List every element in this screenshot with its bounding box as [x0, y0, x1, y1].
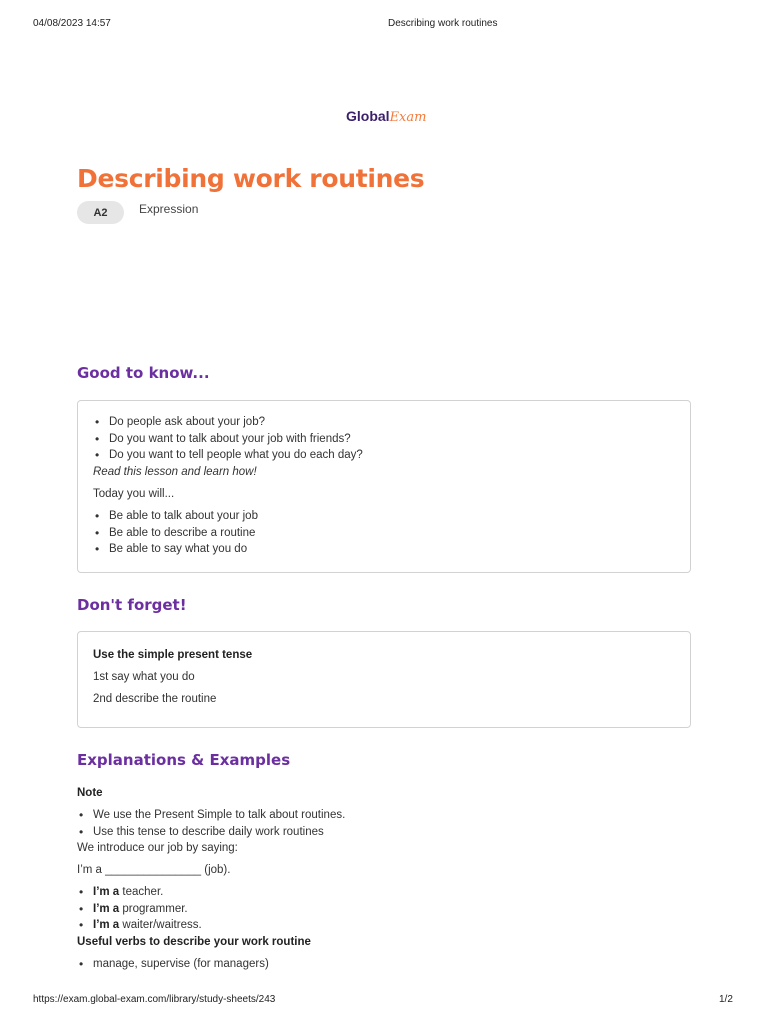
note-label: Note: [77, 787, 103, 799]
global-exam-logo[interactable]: [346, 108, 426, 125]
note-list: [77, 807, 345, 840]
list-item: • We use the Present Simple to talk about routines.: [77, 807, 345, 824]
list-item: • Be able to talk about your job: [93, 508, 258, 525]
read-lesson-line: Read this lesson and learn how!: [93, 466, 257, 478]
intro-line: We introduce our job by saying:: [77, 842, 238, 854]
step-two-text: 2nd describe the routine: [93, 693, 217, 705]
logo-text-exam: Exam: [389, 110, 427, 125]
verbs-heading: Useful verbs to describe your work routine: [77, 936, 311, 948]
example-list: [77, 884, 202, 934]
list-item: • Do you want to talk about your job with friends?: [93, 431, 363, 448]
job-pattern: I’m a _______________ (job).: [77, 864, 231, 876]
level-badge: A2: [77, 201, 124, 224]
list-item: [77, 901, 202, 918]
example-rest: programmer.: [119, 902, 188, 915]
print-doc-title: Describing work routines: [388, 18, 498, 29]
list-item: • Do you want to tell people what you do each day?: [93, 447, 363, 464]
print-datetime: 04/08/2023 14:57: [33, 18, 111, 29]
page-title: Describing work routines: [77, 164, 425, 193]
example-bold: I’m a: [93, 886, 120, 898]
logo-text-global: Global: [346, 108, 390, 124]
list-item: • Do people ask about your job?: [93, 414, 363, 431]
good-to-know-heading: Good to know...: [77, 364, 210, 382]
example-rest: waiter/waitress.: [119, 919, 202, 931]
good-to-know-box: [77, 400, 691, 573]
list-item: • manage, supervise (for managers): [77, 956, 269, 973]
list-item: [77, 884, 202, 901]
print-url[interactable]: https://exam.global-exam.com/library/study-sheets/243: [33, 994, 276, 1005]
example-bold: I’m a: [93, 902, 120, 915]
page-count: 1/2: [719, 994, 733, 1005]
list-item: • Be able to describe a routine: [93, 525, 258, 542]
dont-forget-heading: Don't forget!: [77, 596, 187, 614]
explanations-heading: Explanations & Examples: [77, 751, 291, 769]
verbs-list: [77, 956, 269, 973]
category-label: Expression: [139, 202, 199, 216]
list-item: • Be able to say what you do: [93, 541, 258, 558]
step-one-text: 1st say what you do: [93, 671, 195, 683]
example-bold: I’m a: [93, 919, 120, 931]
list-item: • Use this tense to describe daily work routines: [77, 824, 345, 841]
today-line: Today you will...: [93, 488, 175, 500]
goal-list: [93, 508, 258, 558]
question-list: [93, 414, 363, 464]
list-item: [77, 917, 202, 934]
rule-text: Use the simple present tense: [93, 649, 253, 661]
example-rest: teacher.: [119, 886, 164, 898]
dont-forget-box: [77, 631, 691, 728]
